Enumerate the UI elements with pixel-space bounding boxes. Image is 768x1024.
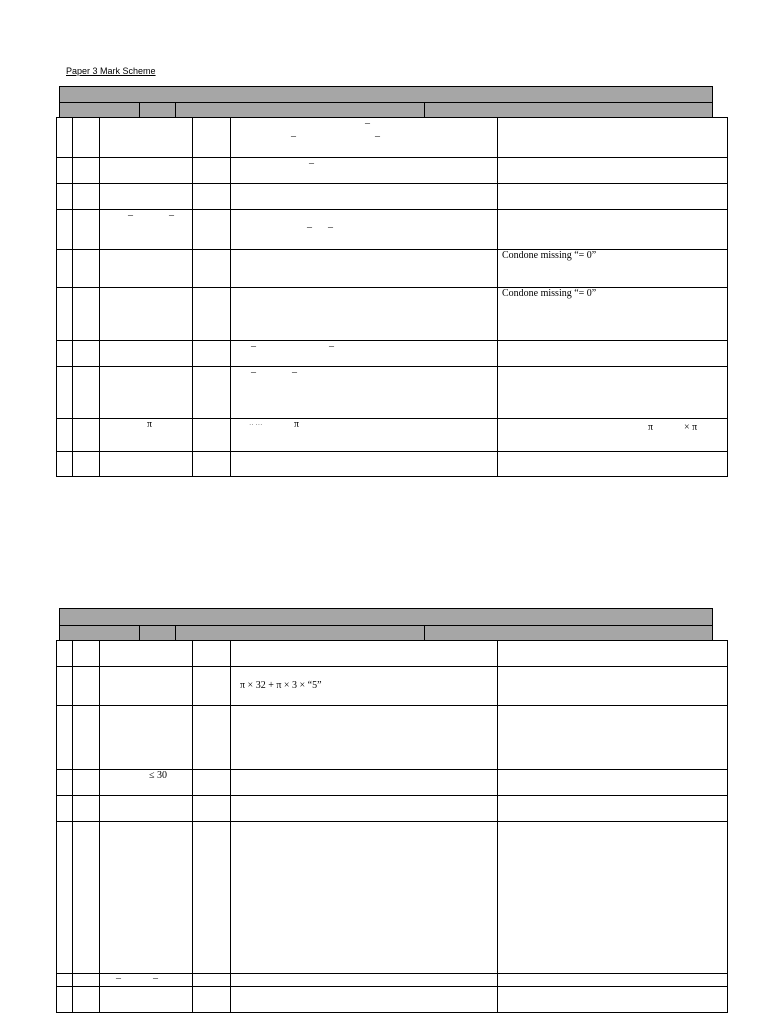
working-pi: π	[294, 419, 300, 430]
working-dash: –	[328, 222, 333, 233]
working-dash: –	[307, 222, 312, 233]
table-row	[57, 452, 728, 477]
table-row	[57, 822, 728, 974]
table-row	[57, 158, 728, 184]
table-row	[57, 288, 728, 341]
table-row	[57, 367, 728, 419]
working-dash: –	[375, 131, 380, 142]
table2-header-band	[59, 608, 713, 626]
table1-column-header-row	[59, 102, 713, 118]
table-row	[57, 641, 728, 667]
table-row	[57, 974, 728, 987]
guidance-times-pi: × π	[684, 422, 698, 433]
table-row	[57, 796, 728, 822]
working-dash: –	[251, 367, 256, 378]
table-row	[57, 210, 728, 250]
answer-inequality: ≤ 30	[149, 770, 167, 781]
answer-dash: –	[153, 973, 158, 984]
working-dash: –	[365, 118, 370, 129]
table-row	[57, 341, 728, 367]
table-row	[57, 987, 728, 1013]
working-formula: π × 32 + π × 3 × “5”	[240, 680, 322, 691]
working-dash: –	[251, 341, 256, 352]
table-row	[57, 667, 728, 706]
page-title: Paper 3 Mark Scheme	[66, 66, 156, 76]
working-dash: –	[329, 341, 334, 352]
answer-dash: –	[128, 210, 133, 221]
working-dash: –	[309, 158, 314, 169]
working-dots: ·· ···	[249, 421, 263, 429]
working-dash: –	[292, 367, 297, 378]
table2-column-header-row	[59, 625, 713, 641]
guidance-pi: π	[648, 422, 654, 433]
mark-scheme-table-2	[56, 640, 728, 1013]
answer-dash: –	[169, 210, 174, 221]
table-row	[57, 250, 728, 288]
answer-dash: –	[116, 973, 121, 984]
answer-pi: π	[147, 419, 153, 430]
table-row	[57, 419, 728, 452]
table-row	[57, 184, 728, 210]
guidance-note: Condone missing “= 0”	[502, 288, 597, 299]
table1-header-band	[59, 86, 713, 103]
working-dash: –	[291, 131, 296, 142]
table-row	[57, 118, 728, 158]
guidance-note: Condone missing “= 0”	[502, 250, 597, 261]
mark-scheme-table-1	[56, 117, 728, 477]
table-row	[57, 706, 728, 770]
table-row	[57, 770, 728, 796]
